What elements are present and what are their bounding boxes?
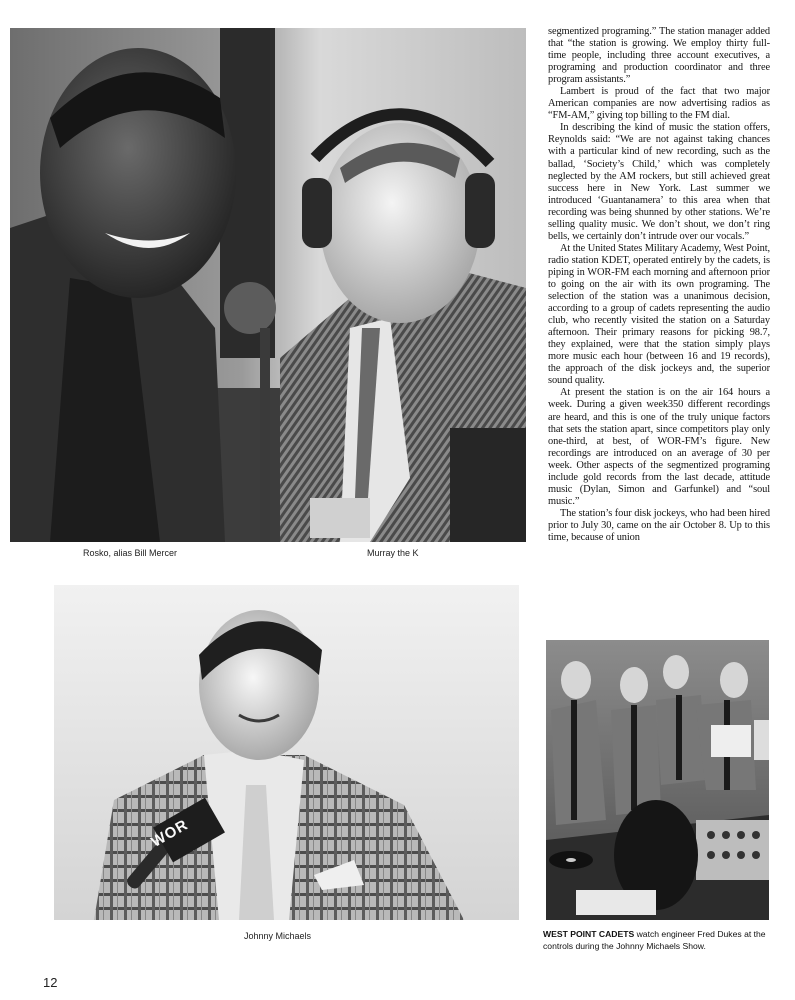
mic-flag-text: WOR xyxy=(148,816,192,851)
photo-caption-johnny-michaels: Johnny Michaels xyxy=(244,931,312,941)
photo-west-point-cadets xyxy=(546,640,769,920)
photo-caption-murray-the-k: Murray the K xyxy=(367,548,419,558)
article-paragraph: At the United States Military Academy, West Point, radio station KDET, operated entirely by the cadets, is piping in WOR-FM each morning and afternoon prior to going on the air with its own programing. The selection of the station was a unanimous decision, according to a group of cadets representing the audio club, who recently visited the station on a Saturday afternoon. Their primary reasons for picking 98.7, they explained, were that the station simply plays more music each hour (between 16 and 19 records), the approach of the disk jockeys and, the superior sound quality. xyxy=(548,242,770,387)
cadets-caption-lead: WEST POINT CADETS xyxy=(543,929,635,939)
article-paragraph: In describing the kind of music the station offers, Reynolds said: “We are not against taking chances with a particular kind of new recording, such as the ballad, ‘Society’s Child,’ which was completely neglected by the AM rockers, but still achieved great success here in New York. Last summer we introduced ‘Guantanamera’ to this area when that recording was being shunned by other stations. We’re selling quality music. We don’t shout, we don’t ring bells, we certainly don’t intrude over our vocals.” xyxy=(548,122,770,242)
photo-johnny-michaels xyxy=(54,585,519,920)
photo-rosko-and-murray-the-k xyxy=(10,28,526,542)
article-paragraph: segmentized programing.” The station manager added that “the station is growing. We employ thirty full-time people, including three account executives, a programing and production coordinator and three program assistants.” xyxy=(548,26,770,86)
article-paragraph: Lambert is proud of the fact that two major American companies are now advertising radios as “FM-AM,” giving top billing to the FM dial. xyxy=(548,86,770,122)
cadets-caption-rest: watch engineer Fred Dukes at the controls during the Johnny Michaels Show. xyxy=(543,929,766,951)
cadets-photo-caption xyxy=(543,928,779,952)
photo-caption-rosko: Rosko, alias Bill Mercer xyxy=(83,548,178,558)
article-paragraph: At present the station is on the air 164 hours a week. During a given week350 different recordings are heard, and this is one of the truly unique factors that sets the station apart, since competitors play only one-third, at best, of WOR-FM’s figure. New recordings are introduced on an average of 30 per week. Other aspects of the segmentized programing include gold records from the last decade, attitude music (Dylan, Simon and Garfunkel) and “soul music.” xyxy=(548,387,770,507)
article-paragraph: The station’s four disk jockeys, who had been hired prior to July 30, came on the air October 8. Up to this time, because of union xyxy=(548,507,770,543)
article-column xyxy=(548,26,770,544)
page-number: 12 xyxy=(43,975,58,990)
